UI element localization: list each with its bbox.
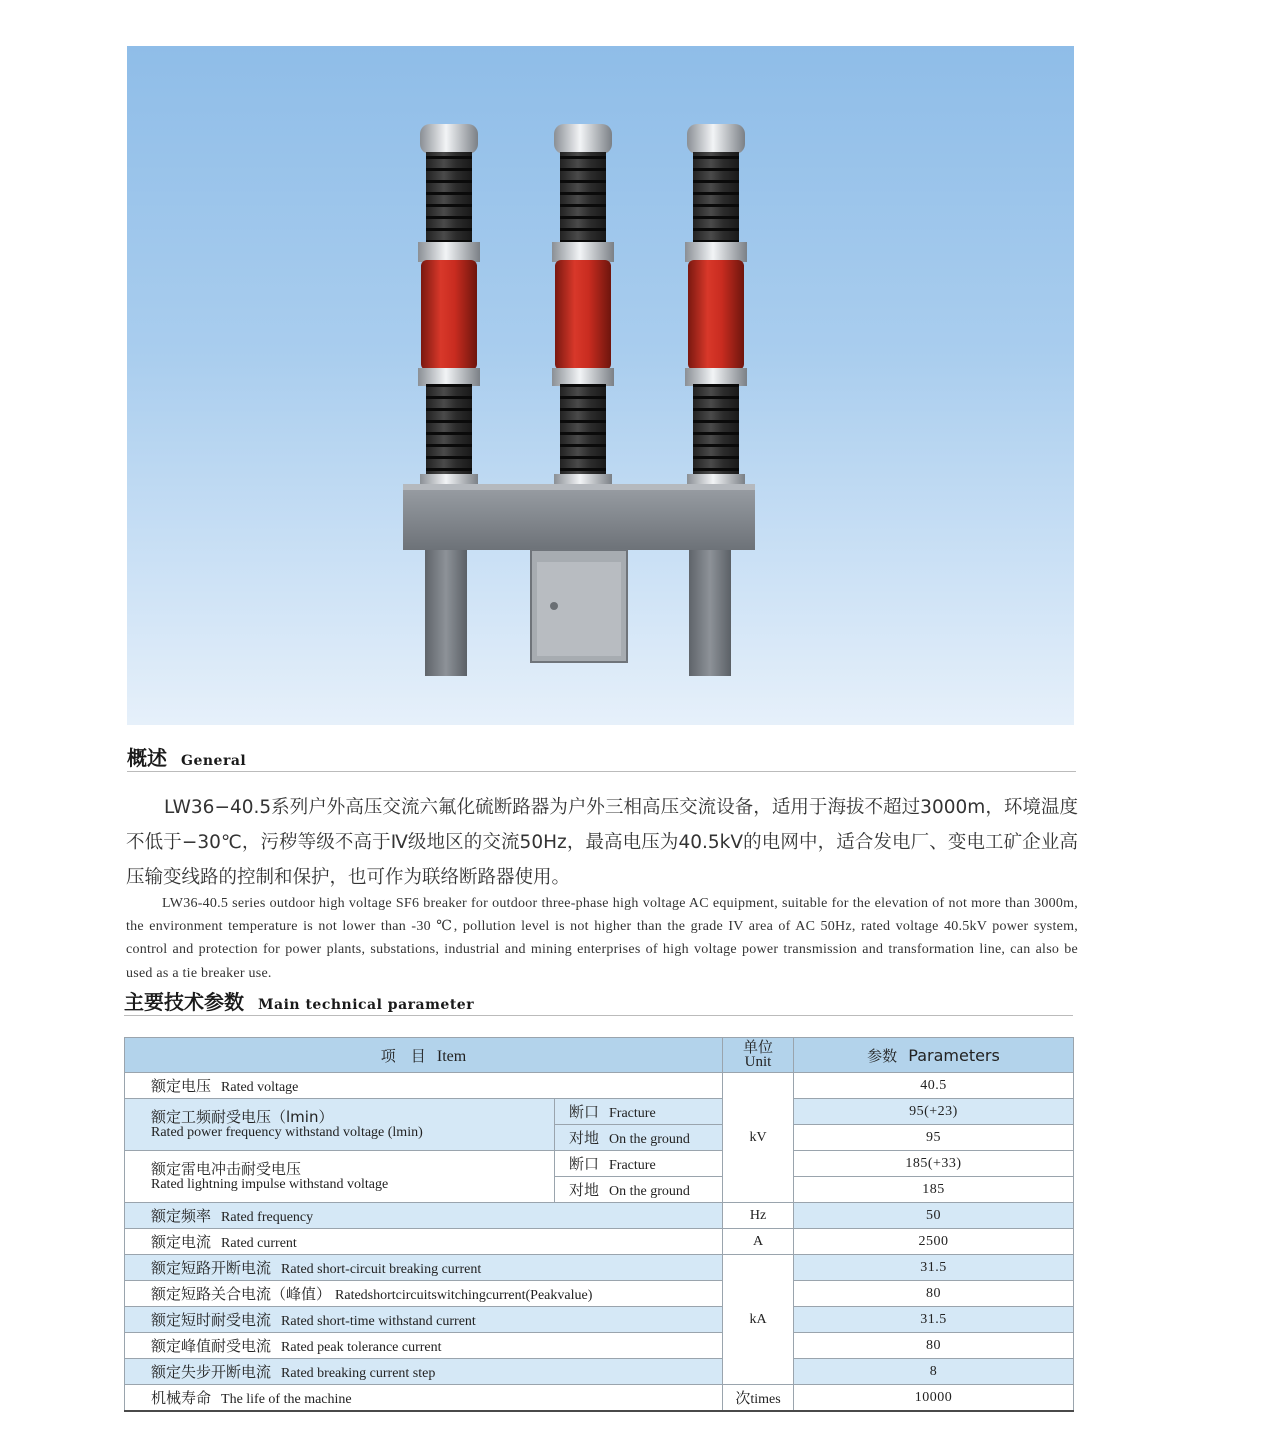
item-cell <box>125 1333 723 1359</box>
table-row <box>125 1255 1074 1281</box>
unit-cell: Hz <box>723 1203 794 1229</box>
item-en: Rated short-time withstand current <box>281 1314 476 1329</box>
header-params-en: Parameters <box>908 1045 1000 1065</box>
general-title-en: General <box>181 753 247 769</box>
sub-item-en: Fracture <box>609 1158 656 1173</box>
sub-item-en: On the ground <box>609 1132 690 1147</box>
product-photo <box>127 46 1074 725</box>
item-cell <box>125 1073 723 1099</box>
item-cn: 额定电流 <box>151 1233 212 1251</box>
pole-right <box>685 124 747 496</box>
table-row <box>125 1073 1074 1099</box>
pole-left <box>418 124 480 496</box>
description-cn: LW36−40.5系列户外高压交流六氟化硫断路器为户外三相高压交流设备，适用于海拔不超过3000m，环境温度不低于−30℃，污秽等级不高于Ⅳ级地区的交流50Hz，最高电压为40.5kV的电网中，适合发电厂、变电工矿企业高压输变线路的控制和保护，也可作为联络断路器使用。 <box>126 797 1078 888</box>
pole-middle <box>552 124 614 496</box>
item-cell <box>125 1307 723 1333</box>
item-cn: 额定工频耐受电压（lmin） <box>151 1107 334 1126</box>
value-cell: 185 <box>794 1177 1074 1203</box>
item-en: Rated breaking current step <box>281 1366 436 1381</box>
circuit-breaker-illustration <box>127 46 1074 725</box>
item-cell <box>125 1151 555 1203</box>
header-params-cn: 参数 <box>867 1046 898 1065</box>
parameter-table <box>124 1037 1074 1412</box>
parameters-title-en: Main technical parameter <box>258 997 475 1013</box>
item-cell <box>125 1099 555 1151</box>
item-cell <box>125 1229 723 1255</box>
item-cell <box>125 1359 723 1385</box>
parameters-title-cn: 主要技术参数 <box>124 990 244 1014</box>
description-en: LW36-40.5 series outdoor high voltage SF6 breaker for outdoor three-phase high voltage AC equipment, suitable for the elevation of not more than 3000m, the environment temperature is not lower than -30 ℃, pollution level is not higher than the grade IV area of AC 50Hz, rated voltage 40.5kV power system, control and protection for power plants, substations, industrial and mining enterprises of high voltage power transmission and transformation line, can also be used as a tie breaker use. <box>126 896 1078 981</box>
item-cn: 额定失步开断电流 <box>151 1363 272 1381</box>
item-en: Ratedshortcircuitswitchingcurrent(Peakvalue) <box>335 1288 593 1303</box>
sub-item-cell <box>555 1099 723 1125</box>
item-cn: 额定电压 <box>151 1077 212 1095</box>
table-row <box>125 1229 1074 1255</box>
table-row <box>125 1359 1074 1385</box>
header-unit <box>723 1038 794 1073</box>
value-cell: 80 <box>794 1281 1074 1307</box>
item-cn: 额定峰值耐受电流 <box>151 1337 272 1355</box>
sub-item-cn: 断口 <box>569 1103 600 1121</box>
item-cn: 额定短时耐受电流 <box>151 1311 272 1329</box>
general-title-cn: 概述 <box>127 746 167 770</box>
value-cell: 10000 <box>794 1385 1074 1412</box>
sub-item-cell <box>555 1125 723 1151</box>
header-item <box>125 1038 723 1073</box>
value-cell: 80 <box>794 1333 1074 1359</box>
unit-en: times <box>750 1392 781 1407</box>
item-cell <box>125 1203 723 1229</box>
value-cell: 40.5 <box>794 1073 1074 1099</box>
sub-item-cn: 断口 <box>569 1155 600 1173</box>
sub-item-cell <box>555 1177 723 1203</box>
item-en: Rated peak tolerance current <box>281 1340 442 1355</box>
table-row <box>125 1385 1074 1412</box>
table-row <box>125 1151 1074 1177</box>
general-heading <box>127 742 246 771</box>
header-unit-cn: 单位 <box>742 1038 773 1056</box>
header-unit-en: Unit <box>744 1054 772 1070</box>
table-row <box>125 1099 1074 1125</box>
item-en: Rated voltage <box>221 1080 299 1095</box>
sub-item-en: On the ground <box>609 1184 690 1199</box>
sub-item-cell <box>555 1151 723 1177</box>
parameters-heading <box>124 986 474 1015</box>
support-beam <box>403 484 755 550</box>
item-cn: 额定短路关合电流（峰值） <box>151 1285 332 1303</box>
table-row <box>125 1333 1074 1359</box>
general-divider <box>127 771 1076 772</box>
item-en: Rated power frequency withstand voltage (lmin) <box>151 1124 423 1140</box>
unit-ka: kA <box>723 1255 794 1385</box>
unit-cn: 次 <box>735 1389 751 1407</box>
item-cn: 机械寿命 <box>151 1389 212 1407</box>
unit-cell: A <box>723 1229 794 1255</box>
value-cell: 2500 <box>794 1229 1074 1255</box>
item-cell <box>125 1255 723 1281</box>
support-leg-right <box>689 550 731 676</box>
table-row <box>125 1307 1074 1333</box>
header-params <box>794 1038 1074 1073</box>
value-cell: 50 <box>794 1203 1074 1229</box>
table-row <box>125 1203 1074 1229</box>
item-cn: 额定频率 <box>151 1207 212 1225</box>
header-item-en: Item <box>436 1047 467 1065</box>
table-row <box>125 1281 1074 1307</box>
item-cn: 额定短路开断电流 <box>151 1259 272 1277</box>
item-en: Rated lightning impulse withstand voltage <box>151 1176 389 1192</box>
item-cell <box>125 1281 723 1307</box>
sub-item-cn: 对地 <box>569 1181 600 1199</box>
value-cell: 185(+33) <box>794 1151 1074 1177</box>
sub-item-cn: 对地 <box>569 1129 600 1147</box>
support-leg-left <box>425 550 467 676</box>
item-en: Rated short-circuit breaking current <box>281 1262 482 1277</box>
item-cell <box>125 1385 723 1412</box>
table-header-row <box>125 1038 1074 1073</box>
item-cn: 额定雷电冲击耐受电压 <box>151 1159 302 1178</box>
value-cell: 31.5 <box>794 1307 1074 1333</box>
unit-kv: kV <box>723 1073 794 1203</box>
parameters-divider <box>124 1015 1073 1016</box>
item-en: The life of the machine <box>221 1392 352 1407</box>
value-cell: 95 <box>794 1125 1074 1151</box>
item-en: Rated frequency <box>221 1210 314 1225</box>
item-en: Rated current <box>221 1236 297 1251</box>
value-cell: 31.5 <box>794 1255 1074 1281</box>
value-cell: 8 <box>794 1359 1074 1385</box>
sub-item-en: Fracture <box>609 1106 656 1121</box>
header-item-cn: 项 目 <box>380 1046 426 1065</box>
value-cell: 95(+23) <box>794 1099 1074 1125</box>
unit-cell <box>723 1385 794 1412</box>
